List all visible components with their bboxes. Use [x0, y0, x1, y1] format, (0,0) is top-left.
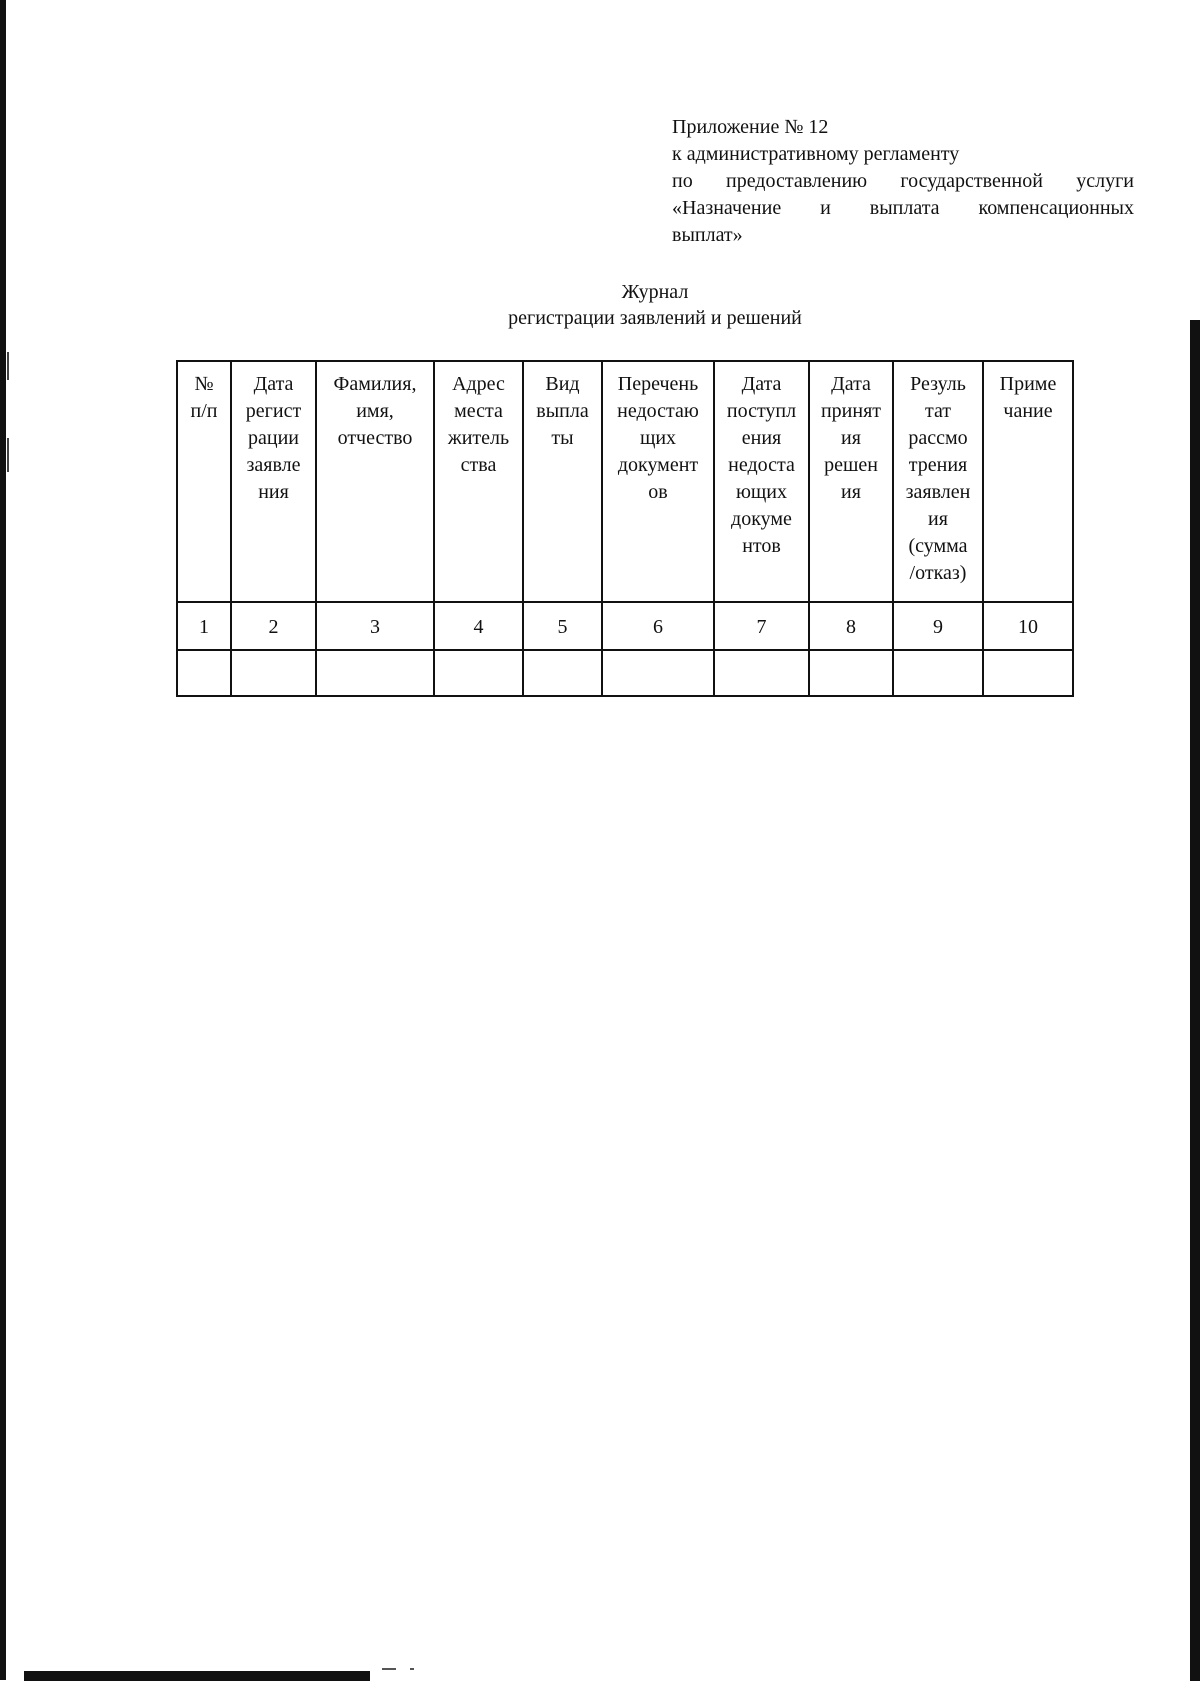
column-number-cell: 7 — [714, 602, 809, 650]
scan-border-bottom — [24, 1671, 370, 1681]
header-line: ения — [741, 427, 782, 449]
header-line: выпла — [536, 400, 589, 422]
column-number-cell: 9 — [893, 602, 983, 650]
column-number-cell: 2 — [231, 602, 316, 650]
header-line: Фамилия, — [333, 373, 417, 395]
header-line: рассмо — [908, 427, 968, 449]
column-number-cell: 4 — [434, 602, 523, 650]
header-line: регист — [245, 400, 302, 422]
column-number-cell: 10 — [983, 602, 1073, 650]
header-line: Дата — [741, 373, 782, 395]
header-line: места — [454, 400, 503, 422]
appendix-number: Приложение № 12 — [672, 116, 829, 138]
table-header-cell — [602, 361, 714, 602]
appendix-service: по предоставлению государственной услуги — [672, 170, 1134, 192]
header-line: заявлен — [905, 481, 971, 503]
table-header-cell — [714, 361, 809, 602]
header-line: Дата — [253, 373, 294, 395]
table-cell[interactable] — [602, 650, 714, 696]
table-header-cell — [893, 361, 983, 602]
table-header-cell — [316, 361, 434, 602]
header-line: Вид — [545, 373, 580, 395]
scan-mark — [382, 1668, 396, 1670]
header-line: Резуль — [910, 373, 966, 395]
journal-title: Журнал — [621, 281, 689, 303]
table-header-cell — [231, 361, 316, 602]
column-number-cell: 1 — [177, 602, 231, 650]
registration-table — [176, 360, 1074, 697]
table-header-row — [177, 361, 1073, 602]
header-line: /отказ) — [909, 562, 967, 584]
scan-mark — [410, 1668, 414, 1670]
table-cell[interactable] — [893, 650, 983, 696]
table-cell[interactable] — [809, 650, 893, 696]
table-cell[interactable] — [714, 650, 809, 696]
column-number-cell: 6 — [602, 602, 714, 650]
header-line: недоста — [728, 454, 795, 476]
header-line: документ — [617, 454, 699, 476]
header-line: тат — [924, 400, 952, 422]
header-line: ты — [551, 427, 574, 449]
header-line: заявле — [246, 454, 301, 476]
header-line: поступл — [726, 400, 797, 422]
header-line: докуме — [731, 508, 792, 530]
header-line: ия — [928, 508, 948, 530]
header-line: ния — [258, 481, 289, 503]
header-line: п/п — [190, 400, 218, 422]
header-line: № — [194, 373, 214, 395]
header-line: ства — [460, 454, 497, 476]
header-line: трения — [908, 454, 968, 476]
header-line: ия — [841, 427, 861, 449]
scan-border-right — [1190, 320, 1200, 1681]
table-cell[interactable] — [177, 650, 231, 696]
column-number-cell: 5 — [523, 602, 602, 650]
scan-mark — [7, 352, 9, 380]
header-line: нтов — [742, 535, 781, 557]
header-line: ющих — [735, 481, 788, 503]
appendix-service-name-end: выплат» — [672, 224, 743, 246]
header-line: Перечень — [617, 373, 699, 395]
header-line: Приме — [999, 373, 1057, 395]
scan-border-left — [0, 0, 6, 1680]
table-cell[interactable] — [523, 650, 602, 696]
header-line: Дата — [831, 373, 871, 395]
table-header-cell — [983, 361, 1073, 602]
header-line: ов — [648, 481, 668, 503]
header-line: имя, — [356, 400, 394, 422]
header-line: (сумма — [908, 535, 968, 557]
table-cell[interactable] — [316, 650, 434, 696]
table-column-numbers-row — [177, 602, 1073, 650]
column-number-cell: 8 — [809, 602, 893, 650]
table-header-cell — [809, 361, 893, 602]
header-line: житель — [447, 427, 510, 449]
header-line: рации — [248, 427, 299, 449]
appendix-regulation: к административному регламенту — [672, 143, 960, 165]
table-header-cell — [177, 361, 231, 602]
header-line: недостаю — [617, 400, 699, 422]
header-line: чание — [1003, 400, 1053, 422]
header-line: принят — [820, 400, 882, 422]
table-header-cell — [434, 361, 523, 602]
table-header-cell — [523, 361, 602, 602]
appendix-header — [672, 114, 1134, 249]
table-cell[interactable] — [983, 650, 1073, 696]
header-line: решен — [824, 454, 878, 476]
column-number-cell: 3 — [316, 602, 434, 650]
scan-mark — [7, 438, 9, 472]
header-line: Адрес — [452, 373, 505, 395]
header-line: отчество — [337, 427, 413, 449]
journal-subtitle: регистрации заявлений и решений — [508, 307, 802, 329]
table-cell[interactable] — [231, 650, 316, 696]
header-line: щих — [639, 427, 677, 449]
appendix-service-name: «Назначение и выплата компенсационных — [672, 197, 1134, 219]
header-line: ия — [841, 481, 861, 503]
table-row — [177, 650, 1073, 696]
table-cell[interactable] — [434, 650, 523, 696]
